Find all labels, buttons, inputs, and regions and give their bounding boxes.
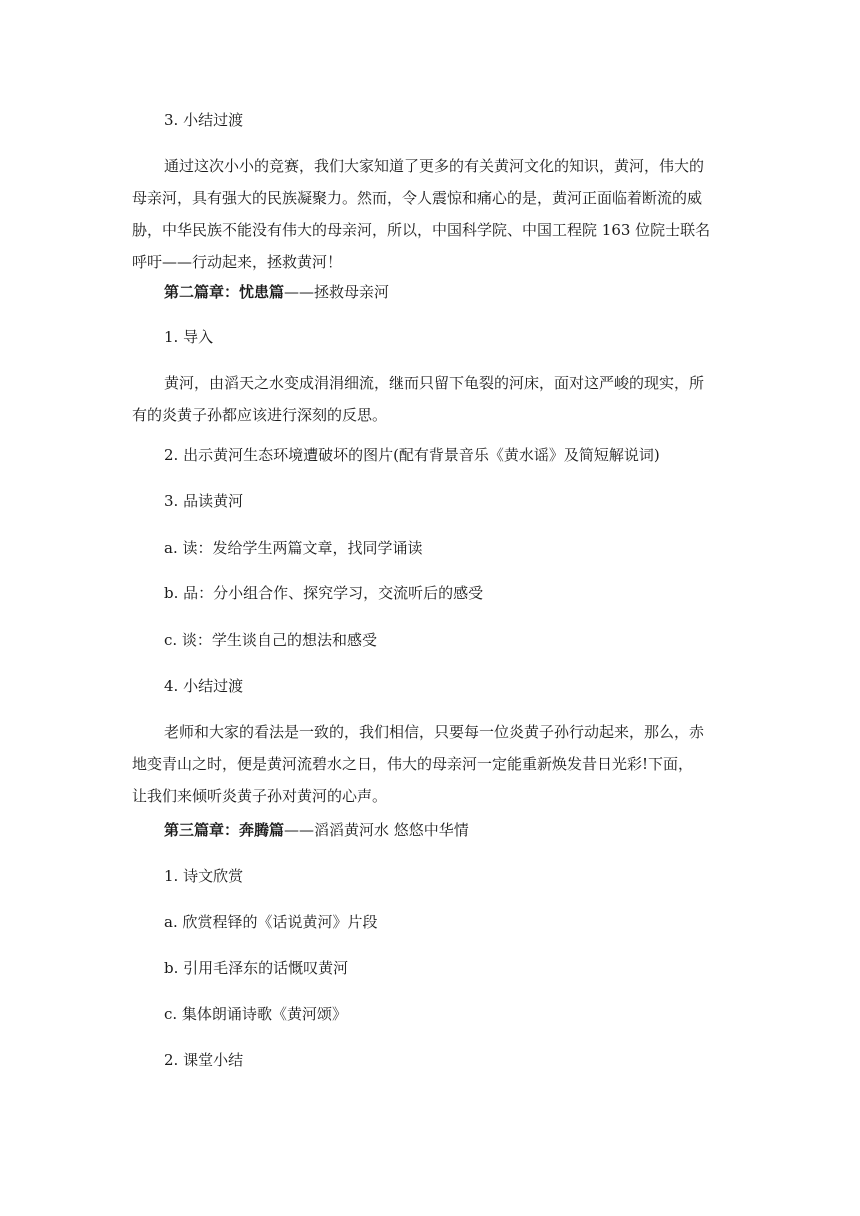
- chapter-heading: [164, 282, 389, 302]
- section-item: 3. 小结过渡: [164, 111, 244, 129]
- section-item: 3. 品读黄河: [164, 492, 244, 510]
- paragraph-line: 胁，中华民族不能没有伟大的母亲河，所以，中国科学院、中国工程院 163 位院士联名: [132, 221, 711, 239]
- section-item: 1. 诗文欣赏: [164, 867, 244, 885]
- chapter-heading-title: 第三篇章：奔腾篇: [164, 821, 285, 839]
- chapter-heading: [164, 820, 469, 840]
- paragraph-line: 黄河，由滔天之水变成涓涓细流，继而只留下龟裂的河床，面对这严峻的现实，所: [164, 374, 705, 392]
- section-item: 1. 导入: [164, 328, 214, 346]
- section-item: a. 欣赏程铎的《话说黄河》片段: [164, 913, 378, 931]
- paragraph-line: 老师和大家的看法是一致的，我们相信，只要每一位炎黄子孙行动起来，那么，赤: [164, 723, 705, 741]
- section-item: a. 读：发给学生两篇文章，找同学诵读: [164, 539, 423, 557]
- paragraph-line: 母亲河，具有强大的民族凝聚力。然而，令人震惊和痛心的是，黄河正面临着断流的威: [132, 189, 703, 207]
- chapter-heading-subtitle: ——拯救母亲河: [284, 283, 390, 301]
- paragraph: [132, 716, 728, 812]
- section-item: 2. 课堂小结: [164, 1051, 244, 1069]
- paragraph-line: 通过这次小小的竞赛，我们大家知道了更多的有关黄河文化的知识，黄河，伟大的: [164, 157, 705, 175]
- paragraph-line: 呼吁——行动起来，拯救黄河！: [132, 253, 343, 271]
- paragraph: [132, 367, 728, 431]
- section-item: 4. 小结过渡: [164, 677, 244, 695]
- paragraph-line: 地变青山之时，便是黄河流碧水之日，伟大的母亲河一定能重新焕发昔日光彩!下面，: [132, 755, 694, 773]
- section-item: c. 集体朗诵诗歌《黄河颂》: [164, 1005, 347, 1023]
- paragraph-line: 有的炎黄子孙都应该进行深刻的反思。: [132, 406, 388, 424]
- section-item: b. 品：分小组合作、探究学习，交流听后的感受: [164, 584, 484, 602]
- paragraph-line: 让我们来倾听炎黄子孙对黄河的心声。: [132, 787, 388, 805]
- section-item: c. 谈：学生谈自己的想法和感受: [164, 631, 377, 649]
- chapter-heading-title: 第二篇章：忧患篇: [164, 283, 285, 301]
- section-item: b. 引用毛泽东的话慨叹黄河: [164, 959, 349, 977]
- section-item: 2. 出示黄河生态环境遭破坏的图片(配有背景音乐《黄水谣》及简短解说词): [164, 446, 660, 464]
- chapter-heading-subtitle: ——滔滔黄河水 悠悠中华情: [284, 821, 469, 839]
- paragraph: [132, 150, 728, 278]
